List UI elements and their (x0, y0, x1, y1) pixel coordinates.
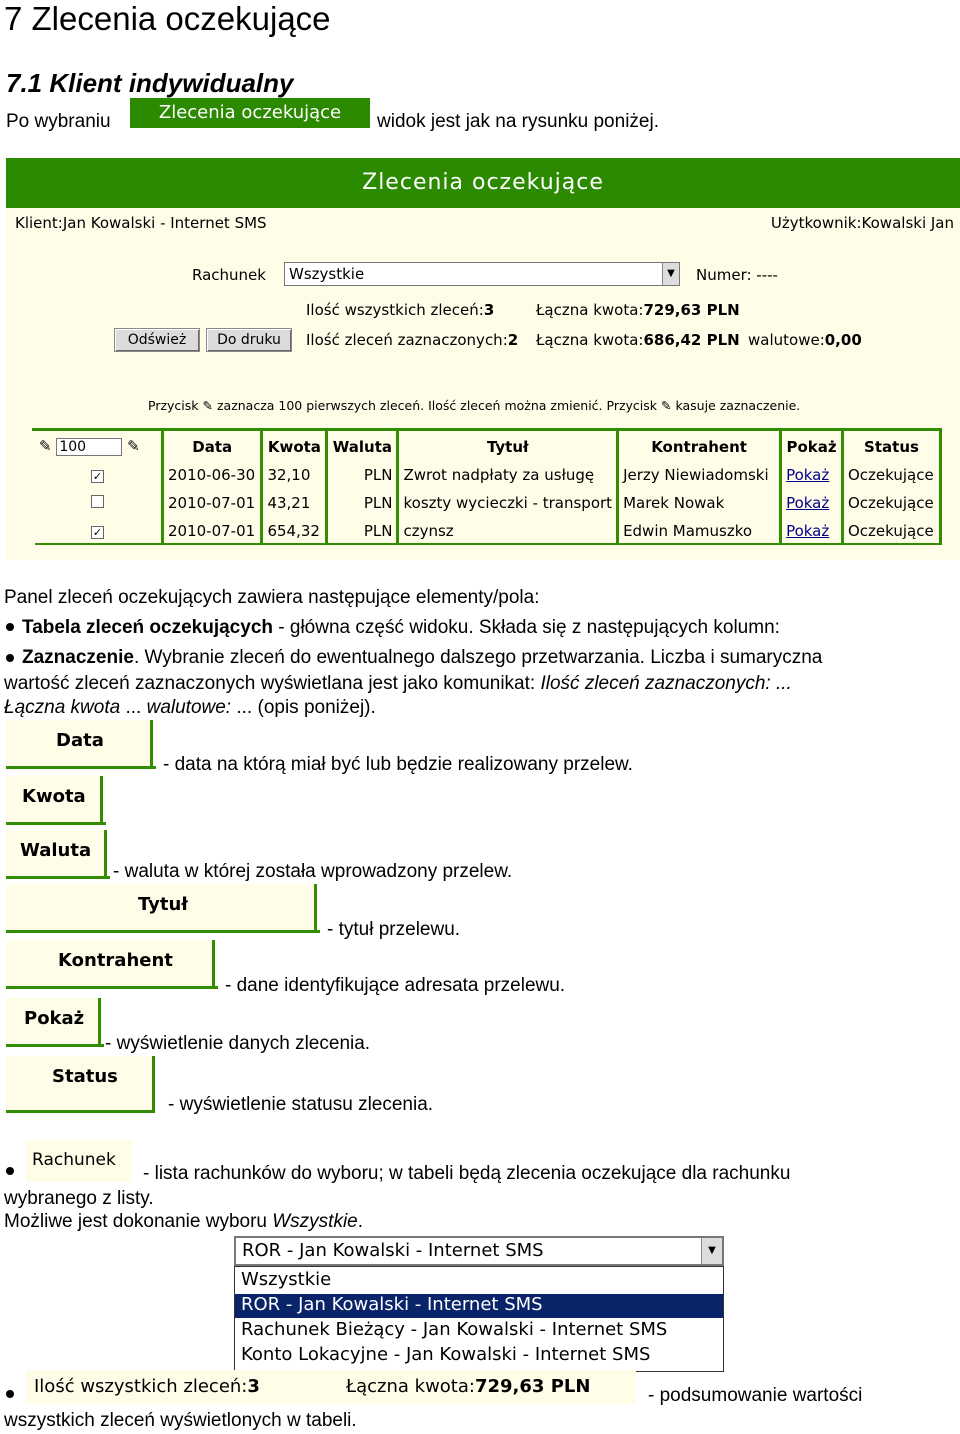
divider (6, 1044, 104, 1047)
desc-account-l3: Możliwe jest dokonanie wyboru Wszystkie. (4, 1211, 364, 1232)
select-all-icon[interactable]: ✎ (39, 437, 52, 455)
intro-after: widok jest jak na rysunku poniżej. (377, 111, 659, 132)
dropdown-option[interactable]: Rachunek Bieżący - Jan Kowalski - Internet SMS (241, 1319, 668, 1340)
dropdown-option[interactable]: Wszystkie (241, 1269, 332, 1290)
bullet-table: Tabela zleceń oczekujących - główna część widoku. Składa się z następujących kolumn: (22, 617, 780, 638)
intro-before: Po wybraniu (6, 111, 111, 132)
account-dropdown[interactable] (234, 1236, 724, 1266)
dropdown-option[interactable]: Konto Lokacyjne - Jan Kowalski - Internet SMS (241, 1344, 651, 1365)
clear-icon[interactable]: ✎ (127, 437, 140, 455)
divider (6, 822, 106, 825)
cell-status: Oczekujące (842, 517, 940, 545)
cell-payee: Edwin Mamuszko (618, 517, 781, 545)
show-link[interactable]: Pokaż (781, 489, 843, 517)
currency-total: walutowe:0,00 (748, 331, 862, 349)
row-checkbox-cell (34, 461, 163, 489)
account-label-sample: Rachunek (26, 1140, 132, 1182)
panel-title: Zlecenia oczekujące (6, 158, 960, 208)
paragraph-intro: Panel zleceń oczekujących zawiera następujące elementy/pola: (4, 587, 540, 608)
cell-date: 2010-07-01 (163, 517, 262, 545)
chevron-down-icon[interactable]: ▼ (701, 1238, 722, 1264)
dropdown-selected: ROR - Jan Kowalski - Internet SMS (242, 1240, 544, 1261)
cell-currency: PLN (327, 517, 398, 545)
limit-input[interactable]: 100 (56, 438, 122, 456)
cell-payee: Marek Nowak (618, 489, 781, 517)
account-select-value: Wszystkie (289, 265, 365, 283)
total-all: Łączna kwota:729,63 PLN (536, 301, 740, 319)
cell-amount: 32,10 (262, 461, 327, 489)
count-selected: Ilość zleceń zaznaczonych:2 (306, 331, 519, 349)
cell-amount: 654,32 (262, 517, 327, 545)
row-checkbox-cell (34, 489, 163, 517)
cell-amount: 43,21 (262, 489, 327, 517)
desc-status: - wyświetlenie statusu zlecenia. (168, 1094, 434, 1115)
account-select[interactable] (284, 262, 680, 286)
chapter-heading: 7 Zlecenia oczekujące (4, 0, 331, 37)
pokaz-header-sample: Pokaż (6, 998, 101, 1047)
cell-date: 2010-06-30 (163, 461, 262, 489)
count-all: Ilość wszystkich zleceń:3 (306, 301, 495, 319)
desc-account-l2: wybranego z listy. (4, 1188, 154, 1209)
row-checkbox[interactable]: ✓ (92, 469, 103, 483)
cell-title: Zwrot nadpłaty za usługę (398, 461, 618, 489)
divider (6, 930, 320, 933)
desc-waluta: - waluta w której została wprowadzony przelew. (113, 861, 513, 882)
status-header-sample: Status (6, 1056, 155, 1113)
cell-status: Oczekujące (842, 461, 940, 489)
cell-title: czynsz (398, 517, 618, 545)
number-label: Numer: ---- (696, 266, 778, 284)
account-label: Rachunek (192, 266, 266, 284)
tytul-header-sample: Tytuł (6, 884, 317, 933)
kwota-header-sample: Kwota (6, 776, 103, 825)
row-checkbox[interactable]: ✓ (92, 525, 103, 539)
col-data[interactable]: Data (163, 433, 262, 461)
hint-text: Przycisk ✎ zaznacza 100 pierwszych zleceń. Ilość zleceń można zmienić. Przycisk ✎ kasuje zaznaczenie. (148, 398, 801, 413)
col-pokaz[interactable]: Pokaż (781, 433, 843, 461)
divider (6, 986, 218, 989)
clear-icon: ✎ (661, 398, 672, 413)
table-header-row (34, 433, 941, 461)
row-checkbox-cell (34, 517, 163, 545)
desc-summary-l2: wszystkich zleceń wyświetlonych w tabeli. (4, 1410, 357, 1431)
pending-orders-panel (6, 158, 960, 560)
desc-pokaz: - wyświetlenie danych zlecenia. (105, 1033, 371, 1054)
bullet (6, 1167, 14, 1175)
col-tytul[interactable]: Tytuł (398, 433, 618, 461)
divider (6, 876, 110, 879)
table-row (34, 489, 941, 517)
selection-line2: wartość zleceń zaznaczonych wyświetlana jest jako komunikat: Ilość zleceń zaznaczonych: ... (4, 673, 792, 694)
waluta-header-sample: Waluta (6, 830, 107, 879)
cell-status: Oczekujące (842, 489, 940, 517)
bullet (6, 1390, 14, 1398)
data-header-sample: Data (6, 720, 153, 769)
row-checkbox[interactable] (91, 495, 104, 508)
refresh-button[interactable]: Odśwież (114, 328, 200, 352)
chevron-down-icon[interactable]: ▼ (662, 263, 679, 285)
cell-title: koszty wycieczki - transport (398, 489, 618, 517)
cell-payee: Jerzy Niewiadomski (618, 461, 781, 489)
dropdown-option-highlighted[interactable]: ROR - Jan Kowalski - Internet SMS (235, 1294, 723, 1318)
summary-sample: Ilość wszystkich zleceń:3 Łączna kwota:729,63 PLN (26, 1370, 636, 1404)
bullet (6, 623, 14, 631)
cell-date: 2010-07-01 (163, 489, 262, 517)
desc-tytul: - tytuł przelewu. (327, 919, 461, 940)
select-all-icon: ✎ (202, 398, 213, 413)
bullet-selection: Zaznaczenie. Wybranie zleceń do ewentualnego dalszego przetwarzania. Liczba i sumaryczna (22, 647, 823, 668)
desc-kontrahent: - dane identyfikujące adresata przelewu. (225, 975, 566, 996)
bullet (6, 654, 14, 662)
desc-summary: - podsumowanie wartości (648, 1385, 863, 1406)
desc-data: - data na którą miał być lub będzie realizowany przelew. (163, 754, 633, 775)
col-status[interactable]: Status (842, 433, 940, 461)
table-row (34, 461, 941, 489)
divider (6, 766, 156, 769)
show-link[interactable]: Pokaż (781, 517, 843, 545)
dropdown-list (234, 1266, 724, 1372)
col-kontrahent[interactable]: Kontrahent (618, 433, 781, 461)
col-waluta[interactable]: Waluta (327, 433, 398, 461)
section-heading: 7.1 Klient indywidualny (6, 68, 294, 98)
cell-currency: PLN (327, 489, 398, 517)
desc-account: - lista rachunków do wyboru; w tabeli będą zlecenia oczekujące dla rachunku (143, 1163, 791, 1184)
user-label: Użytkownik:Kowalski Jan (770, 214, 954, 232)
table-row (34, 517, 941, 545)
client-label: Klient:Jan Kowalski - Internet SMS (15, 214, 267, 232)
col-kwota[interactable]: Kwota (262, 433, 327, 461)
show-link[interactable]: Pokaż (781, 461, 843, 489)
limit-cell (34, 433, 163, 461)
cell-currency: PLN (327, 461, 398, 489)
total-selected: Łączna kwota:686,42 PLN (536, 331, 740, 349)
selection-line3: Łączna kwota ... walutowe: ... (opis poniżej). (4, 697, 376, 718)
print-button[interactable]: Do druku (206, 328, 292, 352)
kontrahent-header-sample: Kontrahent (6, 940, 215, 989)
orders-table (32, 431, 942, 545)
pending-orders-button[interactable]: Zlecenia oczekujące (130, 98, 370, 128)
